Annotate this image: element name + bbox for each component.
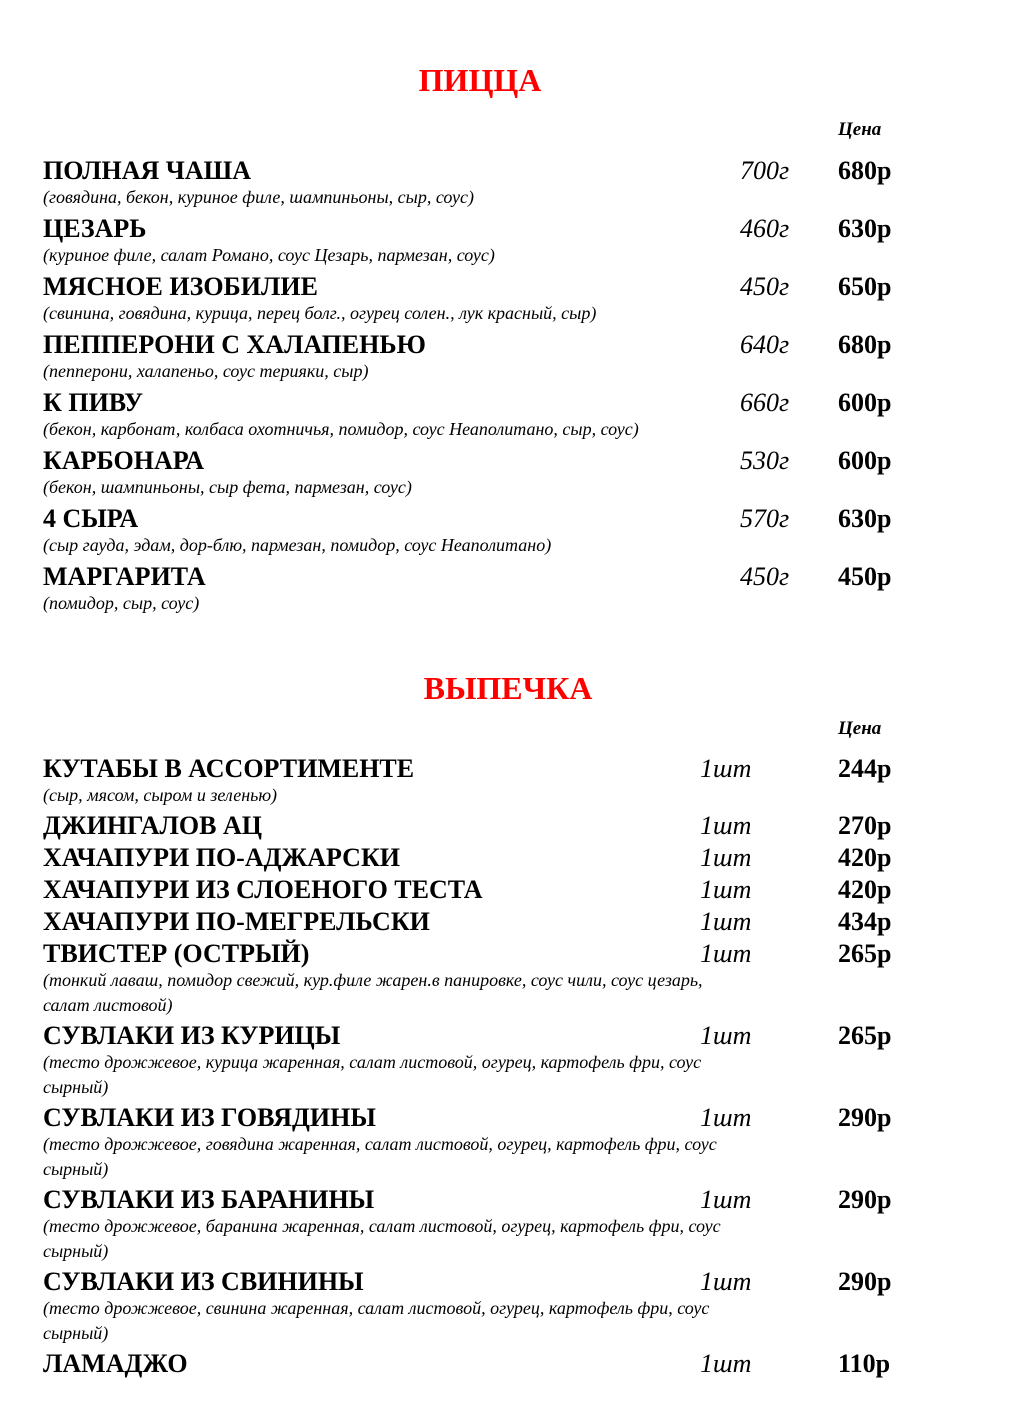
menu-item-price: 680р: [838, 330, 892, 359]
menu-item-price: 600р: [838, 446, 892, 475]
menu-item-description: (сыр гауда, эдам, дор-блю, пармезан, помидор, соус Неаполитано): [43, 535, 552, 555]
menu-item-weight: 1шт: [700, 754, 752, 783]
menu-item: [43, 561, 943, 618]
menu-item-description: (пепперони, халапеньо, соус терияки, сыр): [43, 361, 369, 381]
menu-item: [43, 329, 943, 386]
menu-item-name: СУВЛАКИ ИЗ ГОВЯДИНЫ: [43, 1103, 376, 1132]
menu-item-weight: 1шт: [700, 875, 752, 904]
menu-item: [43, 155, 943, 212]
menu-item-price: 434р: [838, 907, 892, 936]
menu-item-price: 110р: [838, 1349, 891, 1378]
menu-item-price: 290р: [838, 1185, 892, 1214]
menu-item-name: СУВЛАКИ ИЗ КУРИЦЫ: [43, 1021, 341, 1050]
menu-item: [43, 503, 943, 560]
menu-item: [43, 938, 943, 1020]
menu-item-price: 270р: [838, 811, 892, 840]
menu-item-name: ХАЧАПУРИ ПО-АДЖАРСКИ: [43, 843, 401, 872]
menu-item-name: 4 СЫРА: [43, 504, 139, 533]
menu-item-name: КУТАБЫ В АССОРТИМЕНТЕ: [43, 754, 415, 783]
menu-item-weight: 450г: [740, 272, 790, 301]
menu-item: [43, 1184, 943, 1266]
pizza-price-header: Цена: [838, 119, 882, 140]
menu-item-price: 630р: [838, 504, 892, 533]
menu-item-price: 680р: [838, 156, 892, 185]
menu-item-price: 630р: [838, 214, 892, 243]
menu-item-price: 265р: [838, 1021, 892, 1050]
bakery-section-title: ВЫПЕЧКА: [423, 670, 593, 706]
menu-item-description: (сыр, мясом, сыром и зеленью): [43, 785, 278, 805]
menu-item: [43, 1102, 943, 1184]
menu-item-name: ТВИСТЕР (ОСТРЫЙ): [43, 939, 310, 968]
menu-item-name: ДЖИНГАЛОВ АЦ: [43, 811, 262, 840]
menu-item-price: 420р: [838, 875, 892, 904]
menu-item-name: МЯСНОЕ ИЗОБИЛИЕ: [43, 272, 318, 301]
menu-item-price: 265р: [838, 939, 892, 968]
menu-item-description: (свинина, говядина, курица, перец болг., огурец солен., лук красный, сыр): [43, 303, 597, 323]
menu-item: [43, 874, 943, 906]
menu-item-price: 450р: [838, 562, 892, 591]
menu-item-price: 290р: [838, 1103, 892, 1132]
menu-item-weight: 570г: [740, 504, 790, 533]
menu-item-name: КАРБОНАРА: [43, 446, 205, 475]
menu-item: [43, 753, 943, 810]
menu-item: [43, 810, 943, 842]
menu-item-weight: 1шт: [700, 1185, 752, 1214]
menu-item-name: СУВЛАКИ ИЗ БАРАНИНЫ: [43, 1185, 375, 1214]
menu-item-name: ПОЛНАЯ ЧАША: [43, 156, 251, 185]
menu-item: [43, 271, 943, 328]
menu-item: [43, 387, 943, 444]
menu-item: [43, 1348, 943, 1380]
menu-item-description: (бекон, карбонат, колбаса охотничья, помидор, соус Неаполитано, сыр, соус): [43, 419, 639, 439]
menu-item-price: 600р: [838, 388, 892, 417]
menu-item-description: (говядина, бекон, куриное филе, шампиньоны, сыр, соус): [43, 187, 475, 207]
menu-item-weight: 1шт: [700, 907, 752, 936]
menu-item-weight: 1шт: [700, 1349, 752, 1378]
menu-item-description: (бекон, шампиньоны, сыр фета, пармезан, соус): [43, 477, 412, 497]
menu-item-weight: 700г: [740, 156, 790, 185]
bakery-menu-list: [43, 753, 943, 1380]
menu-item-weight: 660г: [740, 388, 790, 417]
menu-item-weight: 1шт: [700, 939, 752, 968]
menu-item-weight: 530г: [740, 446, 790, 475]
menu-item-weight: 1шт: [700, 1103, 752, 1132]
menu-item: [43, 906, 943, 938]
menu-item-name: СУВЛАКИ ИЗ СВИНИНЫ: [43, 1267, 364, 1296]
menu-item-price: 420р: [838, 843, 892, 872]
menu-item-price: 244р: [838, 754, 892, 783]
menu-item-price: 650р: [838, 272, 892, 301]
menu-item-description: (помидор, сыр, соус): [43, 593, 200, 613]
menu-item: [43, 213, 943, 270]
menu-item-name: ЦЕЗАРЬ: [43, 214, 147, 243]
menu-item: [43, 1020, 943, 1102]
menu-item: [43, 445, 943, 502]
bakery-price-header: Цена: [838, 718, 882, 739]
menu-item-price: 290р: [838, 1267, 892, 1296]
menu-item-weight: 1шт: [700, 843, 752, 872]
menu-item-weight: 1шт: [700, 811, 752, 840]
menu-item: [43, 1266, 943, 1348]
menu-item-name: ХАЧАПУРИ ПО-МЕГРЕЛЬСКИ: [43, 907, 430, 936]
menu-item: [43, 842, 943, 874]
menu-item-weight: 1шт: [700, 1021, 752, 1050]
menu-item-name: МАРГАРИТА: [43, 562, 206, 591]
menu-item-description: (тесто дрожжевое, курица жаренная, салат листовой, огурец, картофель фри, соус сырный): [43, 1052, 702, 1097]
pizza-section-title: ПИЦЦА: [418, 62, 542, 98]
menu-item-weight: 640г: [740, 330, 790, 359]
menu-item-name: К ПИВУ: [43, 388, 144, 417]
menu-item-description: (тесто дрожжевое, говядина жаренная, салат листовой, огурец, картофель фри, соус сырный): [43, 1134, 717, 1179]
menu-item-weight: 1шт: [700, 1267, 752, 1296]
menu-item-description: (тесто дрожжевое, баранина жаренная, салат листовой, огурец, картофель фри, соус сырный): [43, 1216, 721, 1261]
menu-item-description: (куриное филе, салат Романо, соус Цезарь, пармезан, соус): [43, 245, 495, 265]
menu-item-description: (тонкий лаваш, помидор свежий, кур.филе жарен.в панировке, соус чили, соус цезарь, салат листовой): [43, 970, 703, 1015]
pizza-menu-list: [43, 155, 943, 619]
menu-item-weight: 450г: [740, 562, 790, 591]
menu-item-name: ПЕППЕРОНИ С ХАЛАПЕНЬЮ: [43, 330, 426, 359]
menu-item-description: (тесто дрожжевое, свинина жаренная, салат листовой, огурец, картофель фри, соус сырный): [43, 1298, 710, 1343]
menu-item-name: ЛАМАДЖО: [43, 1349, 188, 1378]
menu-item-name: ХАЧАПУРИ ИЗ СЛОЕНОГО ТЕСТА: [43, 875, 483, 904]
menu-item-weight: 460г: [740, 214, 790, 243]
